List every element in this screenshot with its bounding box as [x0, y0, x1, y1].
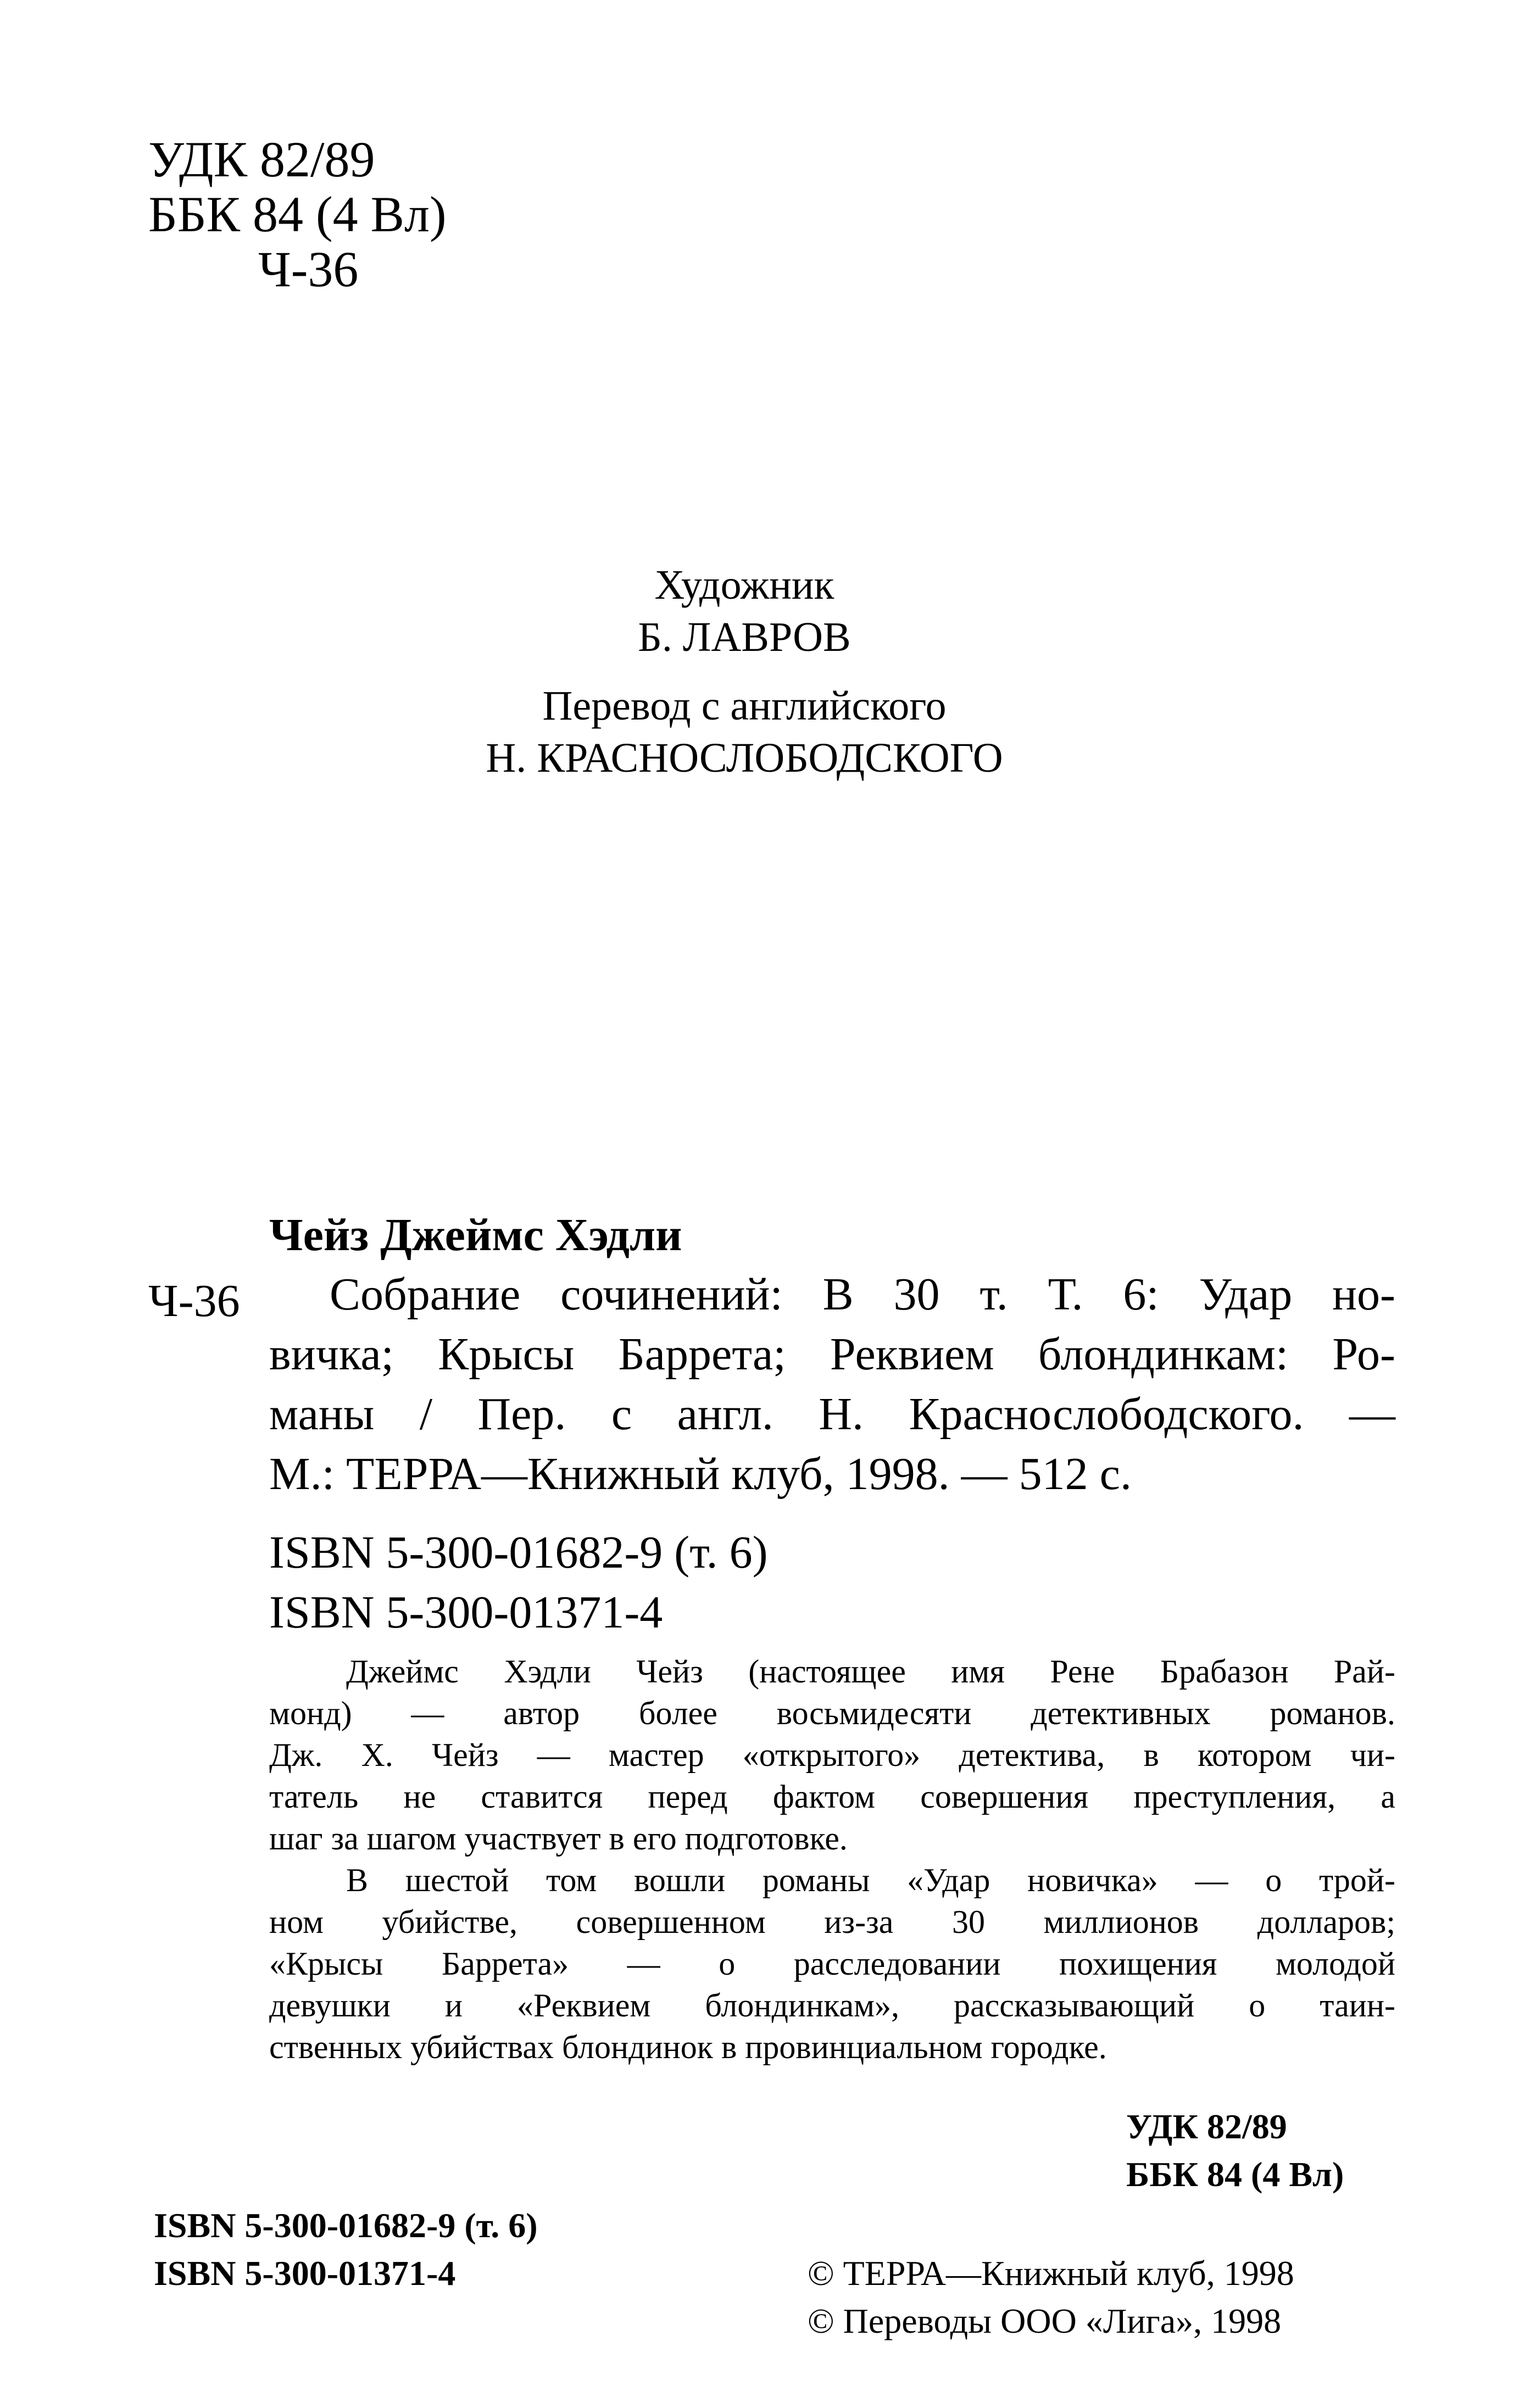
- artist-role: Художник: [654, 562, 834, 608]
- catalog-description-line: М.: ТЕРРА—Книжный клуб, 1998. — 512 с.: [269, 1448, 1132, 1500]
- annotation-line: Джеймс Хэдли Чейз (настоящее имя Рене Брабазон Рай-: [346, 1653, 1395, 1690]
- footer-isbn-set: ISBN 5-300-01371-4: [154, 2254, 456, 2293]
- copyright-translation: © Переводы ООО «Лига», 1998: [808, 2301, 1282, 2340]
- annotation-line: шаг за шагом участвует в его подготовке.: [269, 1820, 848, 1857]
- translation-role: Перевод с английского: [542, 683, 947, 729]
- bbk-code: ББК 84 (4 Вл): [148, 186, 447, 242]
- catalog-isbn-volume: ISBN 5-300-01682-9 (т. 6): [269, 1527, 768, 1578]
- annotation-line: ном убийстве, совершенном из-за 30 миллионов долларов;: [269, 1904, 1395, 1940]
- annotation-line: В шестой том вошли романы «Удар новичка» — о трой-: [346, 1862, 1395, 1898]
- author-cipher: Ч-36: [258, 241, 359, 297]
- udk-code: УДК 82/89: [148, 131, 375, 187]
- copyright-publisher: © ТЕРРА—Книжный клуб, 1998: [808, 2254, 1294, 2293]
- translator-name: Н. КРАСНОСЛОБОДСКОГО: [486, 735, 1003, 781]
- udk-code-bottom: УДК 82/89: [1126, 2107, 1287, 2146]
- artist-name: Б. ЛАВРОВ: [638, 614, 851, 660]
- catalog-description-line: вичка; Крысы Баррета; Реквием блондинкам: Ро-: [269, 1329, 1395, 1380]
- bbk-code-bottom: ББК 84 (4 Вл): [1126, 2155, 1344, 2194]
- annotation-line: татель не ставится перед фактом совершения преступления, а: [269, 1779, 1395, 1815]
- catalog-cipher: Ч-36: [148, 1275, 240, 1326]
- catalog-description-line: Собрание сочинений: В 30 т. Т. 6: Удар но-: [330, 1269, 1395, 1320]
- annotation-line: девушки и «Реквием блондинкам», рассказывающий о таин-: [269, 1987, 1395, 2024]
- annotation-line: «Крысы Баррета» — о расследовании похищения молодой: [269, 1946, 1395, 1982]
- footer-isbn-volume: ISBN 5-300-01682-9 (т. 6): [154, 2206, 538, 2245]
- annotation-line: Дж. Х. Чейз — мастер «открытого» детектива, в котором чи-: [269, 1737, 1395, 1773]
- catalog-description-line: маны / Пер. с англ. Н. Краснослободского. —: [269, 1389, 1395, 1440]
- catalog-isbn-set: ISBN 5-300-01371-4: [269, 1587, 663, 1638]
- annotation-line: монд) — автор более восьмидесяти детективных романов.: [269, 1695, 1395, 1731]
- catalog-author: Чейз Джеймс Хэдли: [269, 1209, 682, 1261]
- annotation-line: ственных убийствах блондинок в провинциальном городке.: [269, 2029, 1107, 2065]
